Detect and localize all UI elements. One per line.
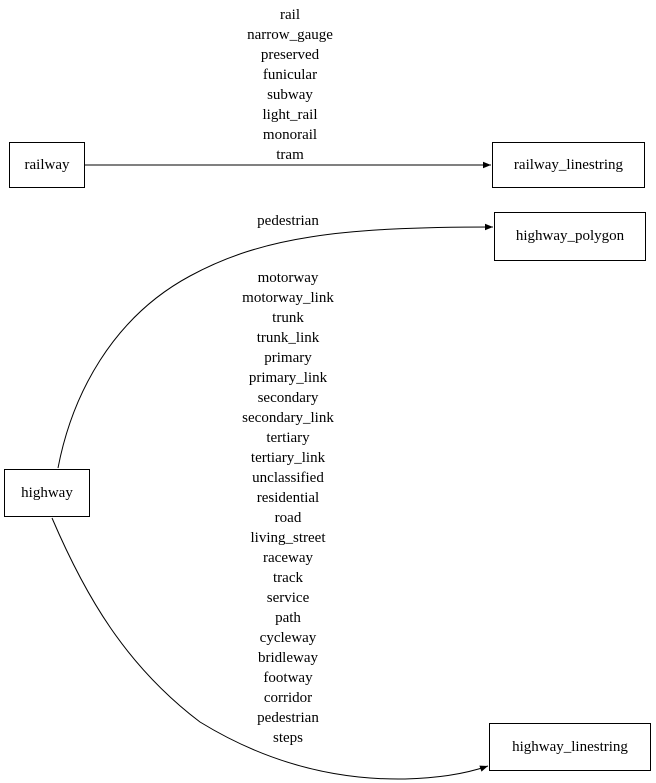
edge-label-line: motorway_link <box>242 290 334 306</box>
edge-label-line: service <box>266 590 310 606</box>
edge-label-line: unclassified <box>252 470 324 486</box>
edge-label-line: light_rail <box>262 107 318 123</box>
node-railway <box>9 142 85 188</box>
edge-label-line: trunk <box>272 310 304 326</box>
edge-label-line: tertiary <box>266 430 310 446</box>
node-railway-linestring-label: railway_linestring <box>513 156 624 173</box>
edge-label-line: cycleway <box>259 630 317 646</box>
edge-label-line: residential <box>256 490 320 506</box>
node-highway <box>4 469 90 517</box>
edge-label-line: preserved <box>260 47 320 63</box>
edge-label-highway-polygon-types <box>138 211 438 231</box>
node-highway-polygon-label: highway_polygon <box>515 228 625 244</box>
edge-label-line: road <box>274 510 302 526</box>
edge-label-line: pedestrian <box>257 213 319 229</box>
edge-label-line: raceway <box>263 550 313 566</box>
edge-label-line: rail <box>280 7 300 23</box>
edge-label-line: tertiary_link <box>250 450 326 466</box>
node-highway-polygon <box>494 212 646 261</box>
edge-label-line: bridleway <box>258 650 318 666</box>
edge-label-line: footway <box>263 670 313 686</box>
edge-label-line: path <box>275 610 301 626</box>
edge-label-highway-linestring-types <box>138 268 438 748</box>
edge-label-line: primary <box>264 350 312 366</box>
node-railway-label: railway <box>24 156 70 173</box>
edge-label-line: pedestrian <box>257 710 319 726</box>
node-highway-label: highway <box>21 484 73 501</box>
edge-label-line: secondary <box>257 390 319 406</box>
node-railway-linestring <box>492 142 645 188</box>
edge-label-line: narrow_gauge <box>247 27 333 43</box>
node-highway-linestring-label: highway_linestring <box>512 738 628 755</box>
node-highway-linestring <box>489 723 651 771</box>
edge-label-line: subway <box>267 87 313 103</box>
edge-label-railway-types <box>140 5 440 165</box>
edge-label-line: primary_link <box>248 370 328 386</box>
edge-label-line: funicular <box>262 67 318 83</box>
edge-label-line: track <box>273 570 303 586</box>
edge-label-line: corridor <box>263 690 313 706</box>
edge-label-line: steps <box>273 730 303 746</box>
edge-label-line: tram <box>276 147 304 163</box>
edge-label-line: living_street <box>250 530 326 546</box>
edge-label-line: trunk_link <box>256 330 320 346</box>
edge-label-line: monorail <box>262 127 318 143</box>
edge-label-line: secondary_link <box>242 410 334 426</box>
edge-label-line: motorway <box>257 270 319 286</box>
